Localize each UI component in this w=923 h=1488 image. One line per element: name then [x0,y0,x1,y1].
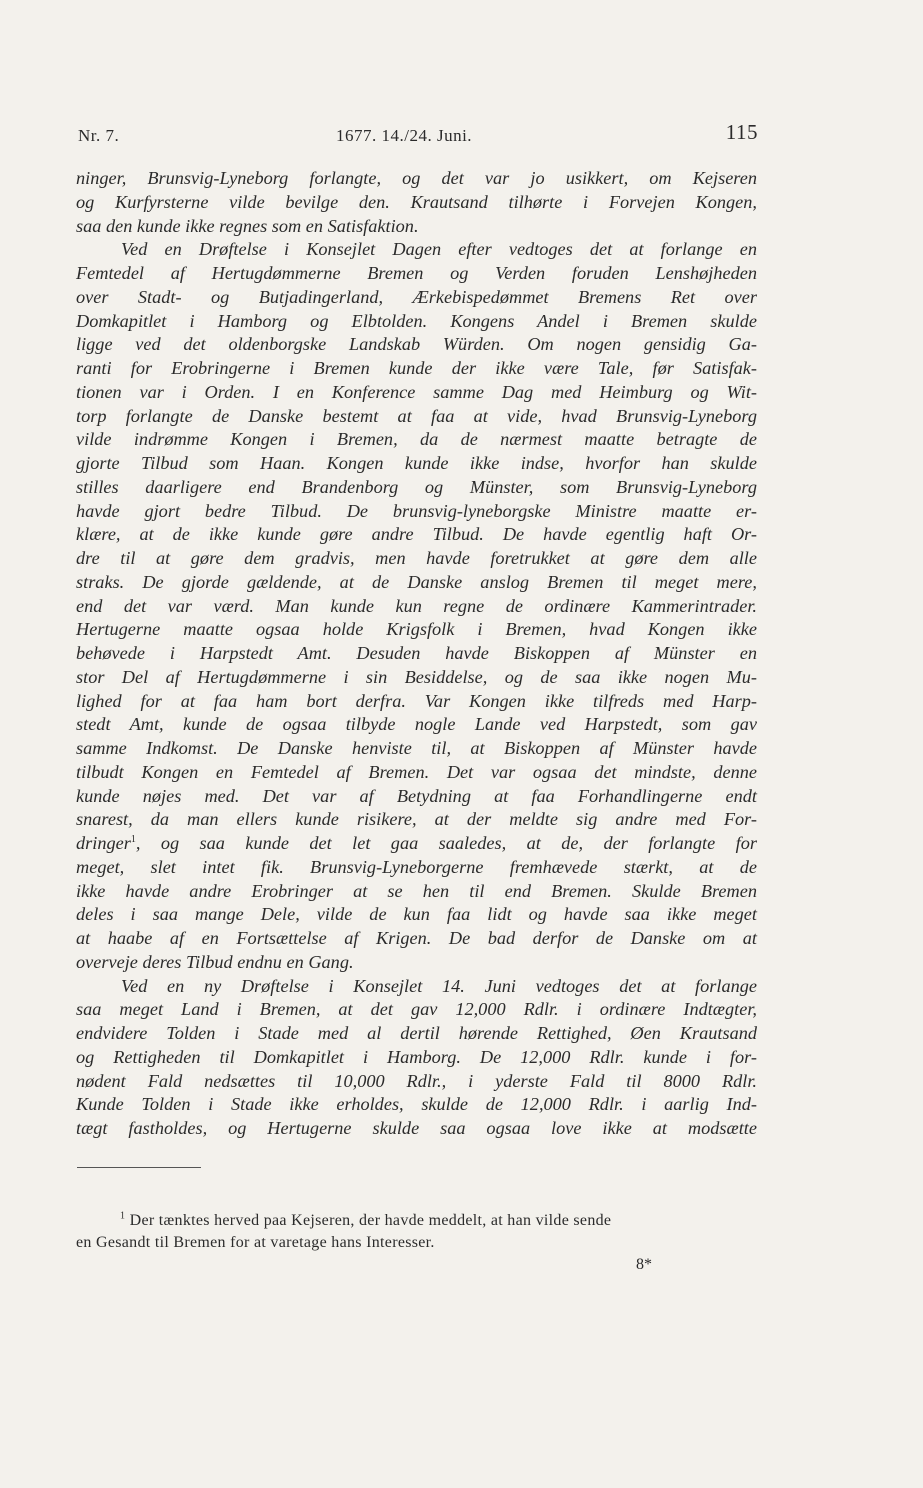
header-date: 1677. 14./24. Juni. [336,126,473,145]
text-line: tilbudt Kongen en Femtedel af Bremen. Det var ogsaa det mindste, denne [76,761,757,782]
text-line: straks. De gjorde gældende, at de Danske anslog Bremen til meget mere, [76,571,757,592]
text-line: ninger, Brunsvig-Lyneborg forlangte, og det var jo usikkert, om Kejseren [76,168,757,188]
text-fragment: dringer [76,833,131,853]
text-line: stor Del af Hertugdømmerne i sin Besiddelse, og de saa ikke nogen Mu- [76,666,757,687]
text-line: ranti for Erobringerne i Bremen kunde der ikke være Tale, før Satisfak- [76,358,757,378]
text-line: gjorte Tilbud som Haan. Kongen kunde ikke indse, hvorfor han skulde [76,453,757,473]
text-line: stilles daarligere end Brandenborg og Münster, som Brunsvig-Lyneborg [76,476,757,497]
text-line: nødent Fald nedsættes til 10,000 Rdlr., i yderste Fald til 8000 Rdlr. [76,1070,757,1091]
footnote-line: en Gesandt til Bremen for at varetage hans Interesser. [76,1234,435,1251]
text-line: og Kurfyrsterne vilde bevilge den. Krautsand tilhørte i Forvejen Kongen, [76,191,757,212]
text-line: tægt fastholdes, og Hertugerne skulde saa ogsaa love ikke at modsætte [76,1118,757,1138]
text-line: havde gjort bedre Tilbud. De brunsvig-lyneborgske Ministre maatte er- [76,500,757,521]
text-line: torp forlangte de Danske bestemt at faa at vide, hvad Brunsvig-Lyneborg [76,405,757,426]
text-line: ligge ved det oldenborgske Landskab Würden. Om nogen gensidig Ga- [76,334,757,355]
running-header [78,120,758,150]
text-line: overveje deres Tilbud endnu en Gang. [76,951,354,972]
text-line: Kunde Tolden i Stade ikke erholdes, skulde de 12,000 Rdlr. i aarlig Ind- [76,1094,757,1115]
footnote-reference[interactable]: 1 [130,833,136,845]
text-line: dre til at gøre dem gradvis, men havde foretrukket at gøre dem alle [76,548,757,568]
text-line: klære, at de ikke kunde gøre andre Tilbud. De havde egentlig haft Or- [76,524,757,545]
text-line-with-footnote: dringer$^1$, og saa kunde det let gaa saaledes, at de, der forlangte for [76,833,757,853]
text-fragment: og saa kunde det let gaa saaledes, at de, der forlangte for [160,833,757,853]
text-line: og Rettigheden til Domkapitlet i Hamborg. De 12,000 Rdlr. kunde i for- [76,1046,757,1067]
footnote-line [76,1210,757,1232]
text-line: behøvede i Harpstedt Amt. Desuden havde Biskoppen af Münster en [76,643,757,663]
footnote-marker: 1 [120,1210,126,1222]
text-line: stedt Amt, kunde de ogsaa tilbyde nogle Lande ved Harpstedt, som gav [76,714,757,735]
header-series: Nr. 7. [78,126,120,145]
footnote-text: Der tænktes herved paa Kejseren, der havde meddelt, at han vilde sende [129,1212,612,1229]
signature-mark: 8* [636,1256,652,1273]
text-line: saa den kunde ikke regnes som en Satisfaktion. [76,215,419,236]
text-line: saa meget Land i Bremen, at det gav 12,000 Rdlr. i ordinære Indtægter, [76,999,757,1020]
text-line: snarest, da man ellers kunde risikere, at der meldte sig andre med For- [76,809,757,830]
text-line: endvidere Tolden i Stade med al dertil hørende Rettighed, Øen Krautsand [76,1023,757,1043]
text-line: Hertugerne maatte ogsaa holde Krigsfolk i Bremen, hvad Kongen ikke [76,619,757,640]
page-number: 115 [725,120,758,144]
body-text [76,167,757,1141]
text-line: at haabe af en Fortsættelse af Krigen. De bad derfor de Danske om at [76,928,757,948]
text-line: Ved en ny Drøftelse i Konsejlet 14. Juni vedtoges det at forlange [121,975,757,996]
text-line: deles i saa mange Dele, vilde de kun faa lidt og havde saa ikke meget [76,904,757,925]
text-line: Domkapitlet i Hamborg og Elbtolden. Kongens Andel i Bremen skulde [76,310,757,331]
text-line: Femtedel af Hertugdømmerne Bremen og Verden foruden Lenshøjheden [76,263,757,283]
text-line: ikke havde andre Erobringer at se hen til end Bremen. Skulde Bremen [76,880,757,901]
text-line: samme Indkomst. De Danske henviste til, at Biskoppen af Münster havde [76,738,757,758]
text-line: vilde indrømme Kongen i Bremen, da de nærmest maatte betragte de [76,429,757,450]
footnote [76,1210,757,1254]
text-line: tionen var i Orden. I en Konference samme Dag med Heimburg og Wit- [76,381,757,402]
text-line: Ved en Drøftelse i Konsejlet Dagen efter vedtoges det at forlange en [121,239,757,260]
text-line: over Stadt- og Butjadingerland, Ærkebispedømmet Bremens Ret over [76,286,757,307]
text-line: kunde nøjes med. Det var af Betydning at faa Forhandlingerne endt [76,785,757,806]
text-line: end det var værd. Man kunde kun regne de ordinære Kammerintrader. [76,595,757,616]
footnote-divider [77,1167,201,1168]
text-line: lighed for at faa ham bort derfra. Var Kongen ikke tilfreds med Harp- [76,690,757,711]
text-line: meget, slet intet fik. Brunsvig-Lyneborgerne fremhævede stærkt, at de [76,856,757,877]
